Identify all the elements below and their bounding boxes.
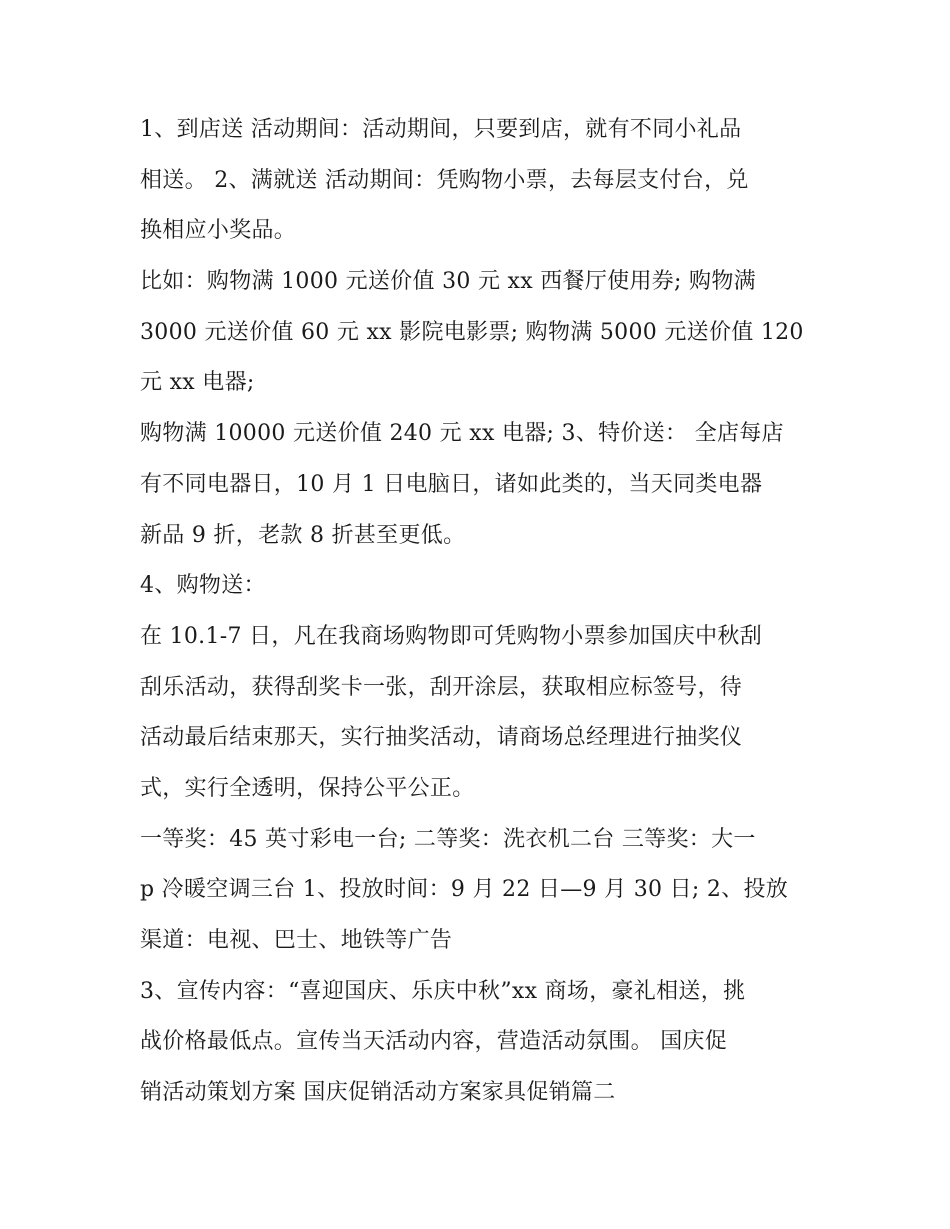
text-line: 3、宣传内容：“喜迎国庆、乐庆中秋”xx 商场，豪礼相送，挑 — [140, 978, 746, 1004]
text-line: 购物满 10000 元送价值 240 元 xx 电器; 3、特价送： 全店每店 — [140, 421, 784, 447]
paragraph-publicity-content — [140, 967, 820, 1119]
text-line: 销活动策划方案 国庆促销活动方案家具促销篇二 — [140, 1080, 616, 1106]
text-line: 1、到店送 活动期间：活动期间，只要到店，就有不同小礼品 — [140, 117, 742, 142]
text-line: 活动最后结束那天，实行抽奖活动，请商场总经理进行抽奖仪 — [140, 725, 743, 751]
paragraph-prizes-schedule — [140, 815, 820, 967]
text-line: 一等奖：45 英寸彩电一台; 二等奖：洗衣机二台 三等奖：大一 — [140, 826, 756, 852]
paragraph-promotions-intro — [140, 105, 820, 257]
paragraph-shopping-gift-heading — [140, 561, 820, 612]
text-line: 渠道：电视、巴士、地铁等广告 — [140, 928, 453, 953]
paragraph-scratch-lottery — [140, 612, 820, 815]
text-line: 在 10.1-7 日，凡在我商场购物即可凭购物小票参加国庆中秋刮 — [140, 623, 763, 649]
text-line: 新品 9 折，老款 8 折甚至更低。 — [140, 522, 466, 548]
text-line: 换相应小奖品。 — [140, 218, 297, 244]
text-line: 刮乐活动，获得刮奖卡一张，刮开涂层，获取相应标签号，待 — [140, 674, 743, 700]
text-line: 战价格最低点。宣传当天活动内容，营造活动氛围。 国庆促 — [140, 1029, 728, 1055]
text-line: 式，实行全透明，保持公平公正。 — [140, 775, 475, 801]
document-body — [140, 105, 820, 1119]
text-line: 元 xx 电器; — [140, 370, 255, 396]
paragraph-purchase-rewards — [140, 257, 820, 409]
text-line: p 冷暖空调三台 1、投放时间：9 月 22 日—9 月 30 日; 2、投放 — [140, 877, 789, 903]
text-line: 有不同电器日，10 月 1 日电脑日，诸如此类的，当天同类电器 — [140, 471, 763, 497]
paragraph-special-price — [140, 409, 820, 561]
text-line: 4、购物送： — [140, 573, 266, 599]
text-line: 3000 元送价值 60 元 xx 影院电影票; 购物满 5000 元送价值 120 — [140, 319, 804, 345]
text-line: 相送。 2、满就送 活动期间：凭购物小票，去每层支付台，兑 — [140, 167, 749, 193]
text-line: 比如：购物满 1000 元送价值 30 元 xx 西餐厅使用券; 购物满 — [140, 269, 756, 295]
